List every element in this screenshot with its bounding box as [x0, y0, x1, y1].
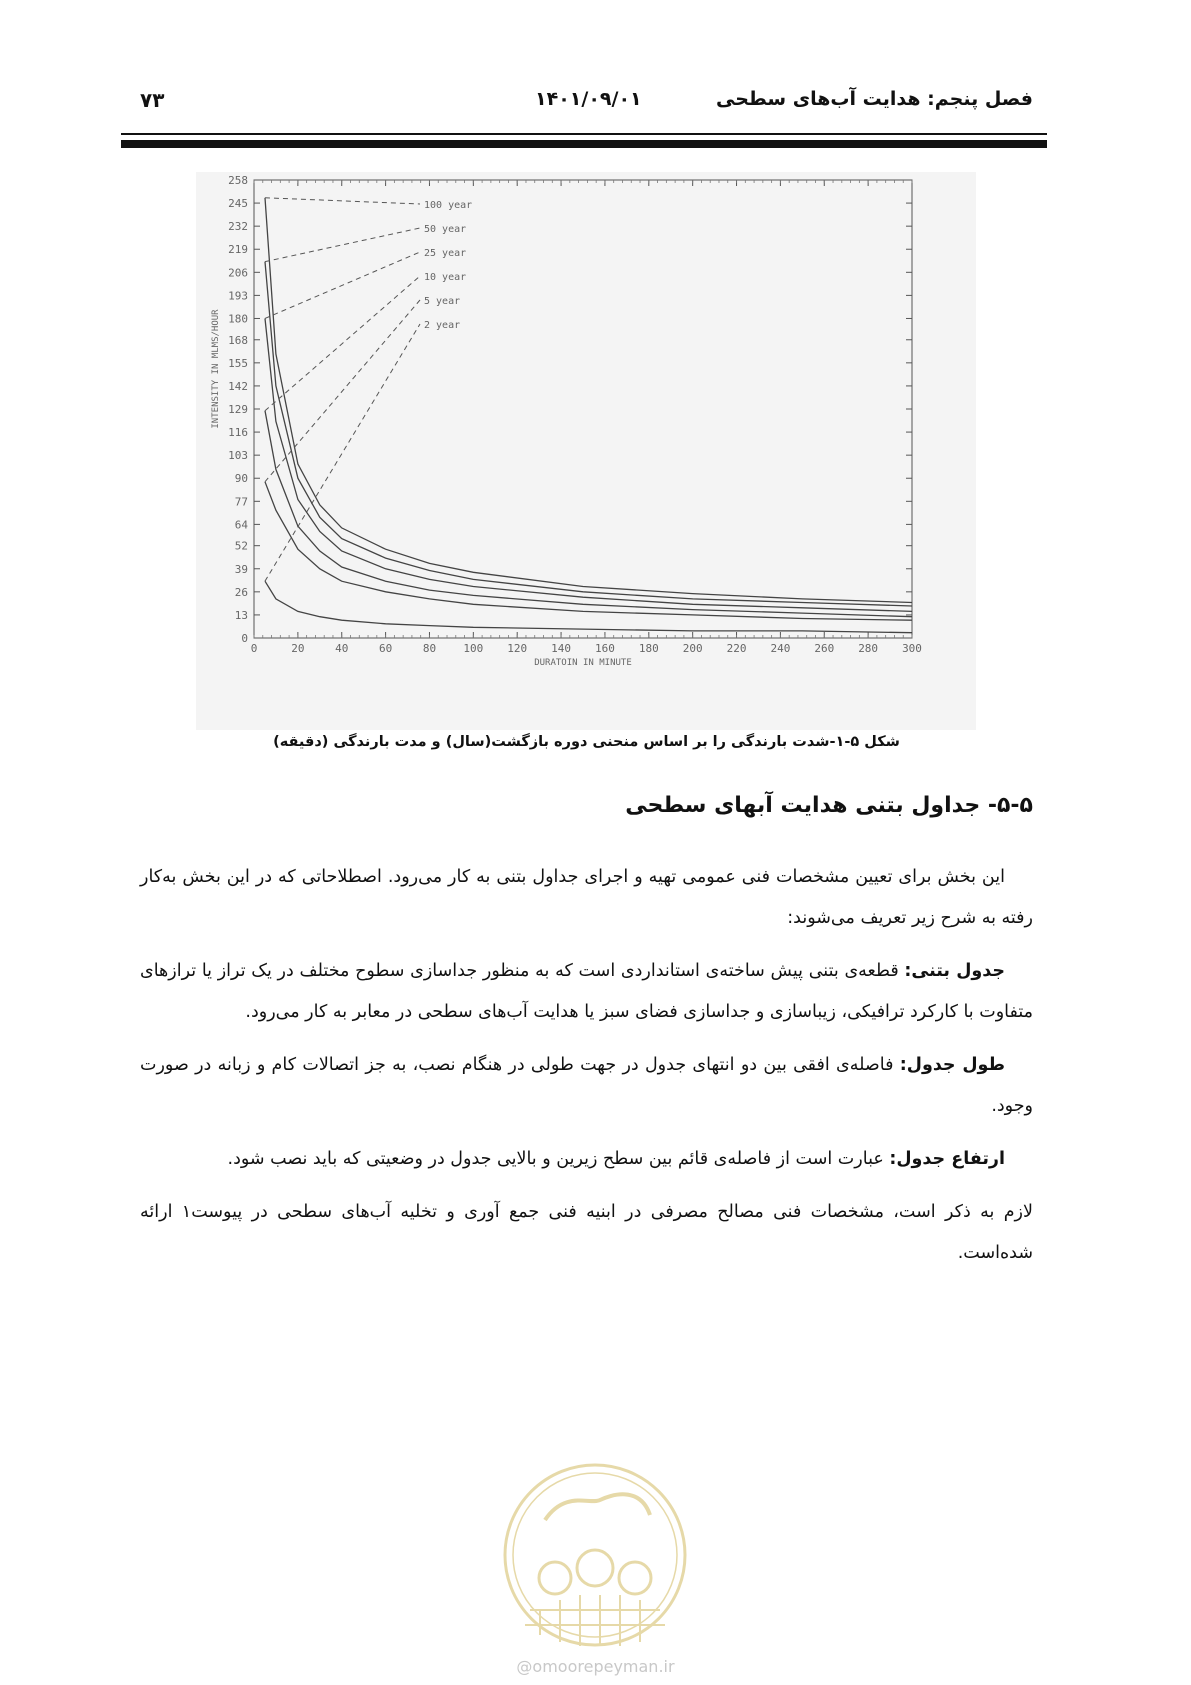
x-tick-label: 180 — [638, 642, 659, 655]
y-tick-label: 193 — [228, 289, 248, 303]
header-rule-thick — [121, 140, 1047, 148]
x-tick-label: 60 — [378, 642, 393, 655]
x-tick-label: 80 — [422, 642, 437, 655]
y-tick-label: 258 — [228, 174, 248, 187]
page-header — [140, 88, 1033, 128]
section-body — [140, 857, 1033, 1286]
x-tick-label: 240 — [770, 642, 791, 655]
series-line-100-year — [265, 198, 912, 603]
x-tick-label: 280 — [858, 642, 879, 655]
y-tick-label: 116 — [228, 426, 248, 440]
section-title: ۵-۵- جداول بتنی هدایت آبهای سطحی — [625, 793, 1033, 818]
legend-leader-25-year — [265, 252, 420, 318]
text-curb-length: فاصله‌ی افقی بین دو انتهای جدول در جهت طولی در هنگام نصب، به جز اتصالات کام و زبانه در صورت وجود. — [140, 1055, 1033, 1116]
term-curb-length: طول جدول: — [899, 1055, 1005, 1075]
y-tick-label: 206 — [228, 266, 248, 280]
text-curb-height: عبارت است از فاصله‌ی قائم بین سطح زیرین و بالایی جدول در وضعیتی که باید نصب شود. — [227, 1149, 890, 1169]
x-tick-label: 220 — [726, 642, 747, 655]
legend-label-100-year: 100 year — [424, 200, 473, 211]
legend-label-50-year: 50 year — [424, 224, 467, 235]
page-number: ۷۳ — [140, 88, 165, 112]
legend-leader-50-year — [265, 228, 420, 262]
legend-label-2-year: 2 year — [424, 320, 461, 331]
y-tick-label: 103 — [228, 449, 248, 463]
definition-concrete-curb — [140, 951, 1033, 1033]
x-tick-label: 0 — [250, 642, 258, 655]
intro-paragraph: این بخش برای تعیین مشخصات فنی عمومی تهیه و اجرای جداول بتنی به کار می‌رود. اصطلاحاتی که در این بخش به‌کار رفته به شرح زیر تعریف می‌شوند: — [140, 867, 1033, 928]
header-date: ۱۴۰۱/۰۹/۰۱ — [535, 88, 642, 110]
closing-paragraph: لازم به ذکر است، مشخصات فنی مصالح مصرفی در ابنیه فنی جمع آوری و تخلیه آب‌های سطحی در پیوست۱ ارائه شده‌است. — [140, 1202, 1033, 1263]
definition-curb-length — [140, 1045, 1033, 1127]
y-tick-label: 180 — [228, 312, 248, 326]
definition-curb-height — [140, 1139, 1033, 1180]
y-tick-label: 142 — [228, 379, 248, 393]
term-curb-height: ارتفاع جدول: — [889, 1149, 1005, 1169]
legend-leader-100-year — [265, 198, 420, 204]
chapter-title: فصل پنجم: هدایت آب‌های سطحی — [715, 88, 1033, 110]
y-tick-label: 13 — [234, 608, 248, 622]
watermark-url: @omoorepeyman.ir — [516, 1657, 675, 1676]
chart-svg — [196, 172, 976, 730]
y-tick-label: 219 — [228, 243, 248, 257]
legend-label-10-year: 10 year — [424, 272, 467, 283]
series-line-25-year — [265, 319, 912, 612]
y-tick-label: 168 — [228, 333, 248, 347]
y-tick-label: 26 — [234, 585, 248, 599]
y-tick-label: 0 — [241, 632, 248, 645]
x-tick-label: 120 — [507, 642, 528, 655]
legend-label-5-year: 5 year — [424, 296, 461, 307]
y-tick-label: 245 — [228, 197, 248, 211]
y-tick-label: 77 — [234, 495, 248, 509]
x-axis-label: DURATOIN IN MINUTE — [534, 658, 632, 668]
x-tick-label: 160 — [594, 642, 615, 655]
x-tick-label: 260 — [814, 642, 835, 655]
rainfall-intensity-chart — [196, 172, 976, 730]
term-concrete-curb: جدول بتنی: — [904, 961, 1006, 981]
y-tick-label: 52 — [234, 539, 248, 553]
y-tick-label: 232 — [228, 220, 248, 234]
x-tick-label: 20 — [291, 642, 305, 655]
x-tick-label: 140 — [551, 642, 572, 655]
x-tick-label: 300 — [902, 642, 922, 655]
y-axis-label: INTENSITY IN MLMS/HOUR — [211, 309, 221, 429]
legend-leader-2-year — [265, 324, 420, 581]
y-tick-label: 39 — [234, 562, 248, 576]
x-tick-label: 100 — [463, 642, 484, 655]
x-tick-label: 40 — [335, 642, 349, 655]
plot-frame — [254, 180, 912, 638]
figure-caption: شکل ۵-۱-شدت بارندگی را بر اساس منحنی دوره بازگشت(سال) و مدت بارندگی (دقیقه) — [273, 734, 900, 750]
series-line-50-year — [265, 262, 912, 606]
series-line-2-year — [265, 581, 912, 633]
y-tick-label: 90 — [234, 472, 248, 486]
text-concrete-curb: قطعه‌ی بتنی پیش ساخته‌ی استانداردی است که به منظور جداسازی سطوح مختلف در یک تراز یا ترازهای متفاوت با کارکرد ترافیکی، زیباسازی و جداسازی فضای سبز یا هدایت آب‌های سطحی در معابر به کار می‌رود. — [140, 961, 1033, 1022]
watermark-logo — [500, 1460, 690, 1650]
y-tick-label: 129 — [228, 403, 248, 416]
x-tick-label: 200 — [682, 642, 703, 655]
y-tick-label: 155 — [228, 356, 248, 370]
legend-label-25-year: 25 year — [424, 248, 467, 259]
header-rule-thin — [121, 133, 1047, 135]
y-tick-label: 64 — [234, 518, 248, 532]
